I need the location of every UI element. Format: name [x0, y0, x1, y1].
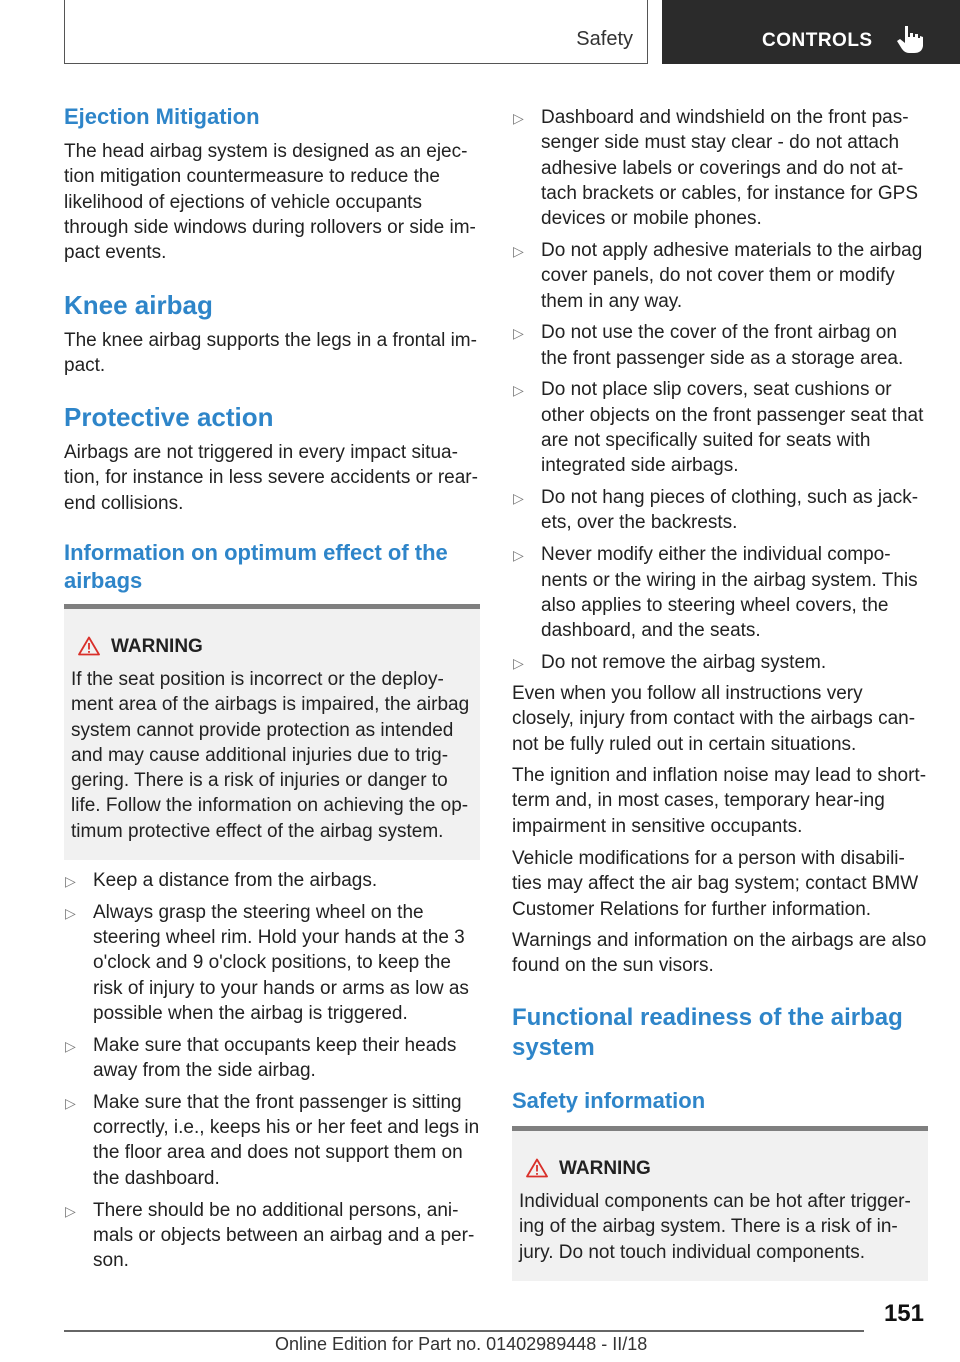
optimum-effect-heading: Information on optimum effect of the airbags [64, 540, 448, 593]
list-item: ▷ Dashboard and windshield on the front pas‐senger side must stay clear - do not attach adhesive labels or coverings and do not at‐tach brackets or cables, for instance for GPS devices or mobile phones. [513, 107, 919, 230]
header-section-label: Safety [576, 28, 633, 50]
knee-airbag-heading: Knee airbag [64, 290, 213, 320]
list-item: ▷ Never modify either the individual compo‐nents or the wiring in the airbag system. This also applies to steering wheel covers, the dashboard, and the seats. [513, 544, 918, 642]
warning-text: If the seat position is incorrect or the deploy‐ment area of the airbags is impaired, the airbag system cannot provide protection as intended and may cause additional injuries due to trig‐gering. There is a risk of injuries or danger to life. Follow the information on achieving the op‐timum protective effect of the airbag system. [71, 669, 470, 842]
warning-box [64, 604, 480, 860]
header-section-box [64, 0, 648, 64]
list-item: ▷ Keep a distance from the airbags. [64, 868, 480, 893]
list-item: ▷ Do not place slip covers, seat cushions or other objects on the front passenger seat that are not specifically suited for seats with integrated side airbags. [513, 379, 924, 477]
triangle-bullet-icon: ▷ [513, 490, 524, 507]
footer-divider [64, 1330, 864, 1332]
triangle-bullet-icon: ▷ [65, 1202, 76, 1219]
triangle-bullet-icon: ▷ [513, 110, 524, 126]
triangle-bullet-icon: ▷ [513, 382, 524, 399]
list-item: ▷ Make sure that the front passenger is sitting correctly, i.e., keeps his or her feet and legs in the floor area and does not support them on the dashboard. [65, 1091, 480, 1189]
list-item: ▷ There should be no additional persons, ani‐mals or objects between an airbag and a per‐son. [65, 1199, 475, 1272]
safety-information-heading: Safety information [512, 1088, 706, 1113]
noise-paragraph: The ignition and inflation noise may lead to short-term and, in most cases, temporary hear‐ing impairment in sensitive occupants. [512, 765, 927, 837]
list-item: ▷ Do not apply adhesive materials to the airbag cover panels, do not cover them or modify them in any way. [513, 239, 923, 312]
edition-text: Online Edition for Part no. 01402989448 - II/18 [275, 1334, 648, 1354]
triangle-bullet-icon: ▷ [513, 547, 524, 564]
ejection-mitigation-text: The head airbag system is designed as an ejec‐tion mitigation countermeasure to reduce the likelihood of ejections of vehicle occupants through side windows during rollovers or side im‐pact events. [64, 141, 476, 264]
vehicle-modifications-paragraph: Vehicle modifications for a person with disabili‐ties may affect the air bag system; contact BMW Customer Relations for further information. [512, 848, 919, 920]
hand-pointer-icon [896, 24, 924, 54]
warning-label: WARNING [111, 636, 203, 657]
triangle-bullet-icon: ▷ [513, 325, 524, 342]
page-number: 151 [883, 1300, 924, 1327]
list-item: ▷ Make sure that occupants keep their heads away from the side airbag. [65, 1034, 457, 1082]
warning-triangle-icon [78, 636, 100, 656]
airbag-guidelines-list [64, 868, 480, 1280]
triangle-bullet-icon: ▷ [65, 904, 76, 921]
triangle-bullet-icon: ▷ [65, 873, 76, 889]
triangle-bullet-icon: ▷ [513, 242, 524, 259]
protective-action-heading: Protective action [64, 402, 274, 432]
injury-risk-paragraph: Even when you follow all instructions very closely, injury from contact with the airbags can‐not be fully ruled out in certain situations. [512, 683, 916, 755]
warning-triangle-icon [526, 1158, 548, 1178]
triangle-bullet-icon: ▷ [513, 654, 524, 671]
warning-text: Individual components can be hot after trigger‐ing of the airbag system. There is a risk of in‐jury. Do not touch individual components. [519, 1191, 911, 1263]
warning-label: WARNING [559, 1158, 651, 1179]
protective-action-text: Airbags are not triggered in every impact situa‐tion, for instance in less severe accidents or rear-end collisions. [64, 442, 478, 514]
functional-readiness-heading: Functional readiness of the airbag system [512, 1004, 903, 1061]
header-chapter-label: CONTROLS [762, 30, 873, 51]
warning-box [512, 1126, 928, 1281]
list-item: ▷ Do not hang pieces of clothing, such as jack‐ets, over the backrests. [513, 487, 919, 534]
sun-visor-paragraph: Warnings and information on the airbags are also found on the sun visors. [512, 930, 927, 977]
list-item: ▷ Do not remove the airbag system. [512, 650, 928, 675]
list-item: ▷ Always grasp the steering wheel on the steering wheel rim. Hold your hands at the 3 o'clock and 9 o'clock positions, to keep the risk of injury to your hands or arms as low as possible when the airbag is triggered. [65, 901, 469, 1024]
triangle-bullet-icon: ▷ [65, 1037, 76, 1054]
knee-airbag-text: The knee airbag supports the legs in a frontal im‐pact. [64, 330, 477, 377]
triangle-bullet-icon: ▷ [65, 1094, 76, 1111]
airbag-restrictions-list [512, 105, 928, 682]
list-item: ▷ Do not use the cover of the front airbag on the front passenger side as a storage area. [513, 322, 904, 369]
header-chapter-tab [662, 0, 960, 64]
ejection-mitigation-heading: Ejection Mitigation [64, 104, 260, 129]
